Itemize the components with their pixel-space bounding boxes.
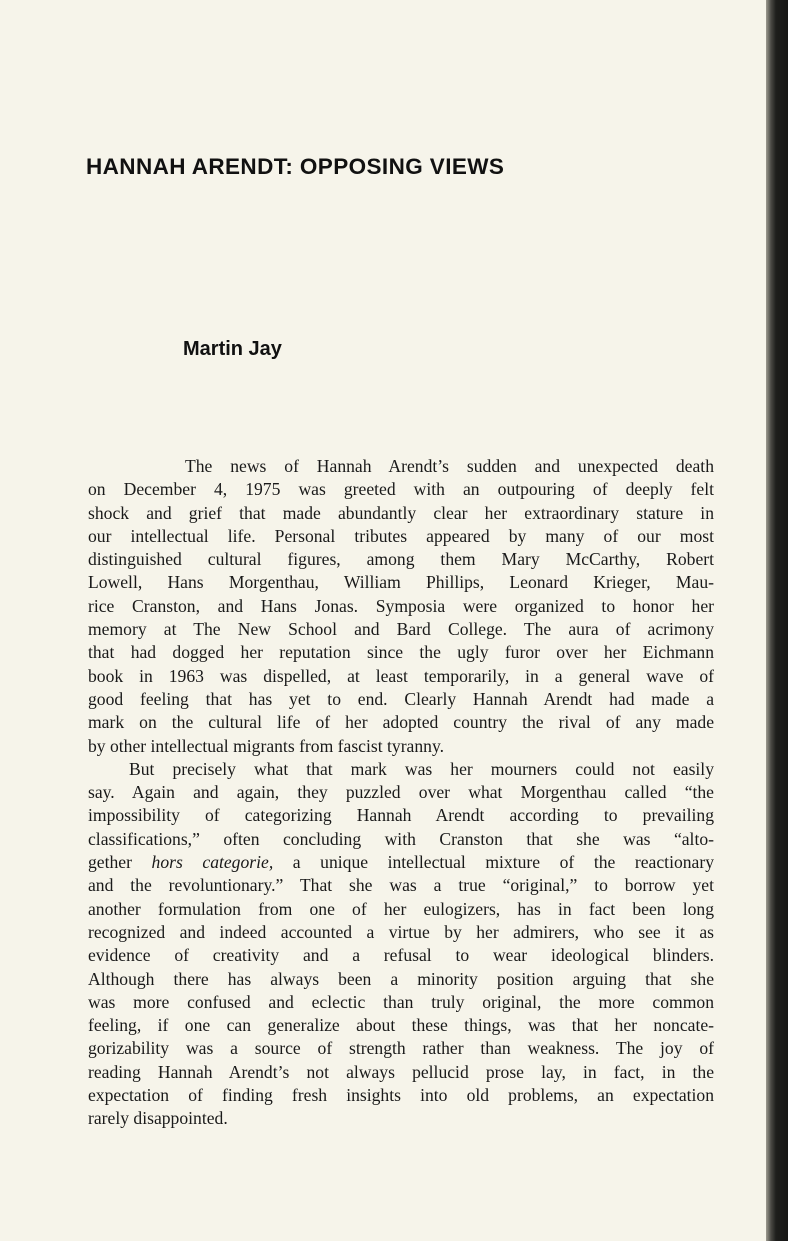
article-author: Martin Jay xyxy=(183,338,282,360)
paragraph xyxy=(88,758,714,1131)
text-line: gether hors categorie, a unique intellectual mixture of the reactionary xyxy=(88,852,715,873)
text-line: Although there has always been a minority position arguing that she xyxy=(88,968,714,989)
text-line: book in 1963 was dispelled, at least temporarily, in a general wave of xyxy=(88,665,714,686)
text-line: by other intellectual migrants from fascist tyranny. xyxy=(88,735,445,756)
text-line: was more confused and eclectic than truly original, the more common xyxy=(88,991,714,1012)
article-title: HANNAH ARENDT: OPPOSING VIEWS xyxy=(86,154,505,179)
text-line: that had dogged her reputation since the ugly furor over her Eichmann xyxy=(88,642,714,663)
text-line: feeling, if one can generalize about these things, was that her noncate- xyxy=(88,1015,714,1036)
article-body xyxy=(88,455,714,1131)
book-binding-shadow xyxy=(766,0,788,1241)
text-line: expectation of finding fresh insights into old problems, an expectation xyxy=(88,1085,714,1106)
text-line: say. Again and again, they puzzled over what Morgenthau called “the xyxy=(88,782,714,803)
text-line: distinguished cultural figures, among them Mary McCarthy, Robert xyxy=(88,549,714,570)
text-line: good feeling that has yet to end. Clearly Hannah Arendt had made a xyxy=(88,688,714,709)
text-line: recognized and indeed accounted a virtue by her admirers, who see it as xyxy=(88,921,714,942)
text-line: classifications,” often concluding with Cranston that she was “alto- xyxy=(88,828,714,849)
text-line: rarely disappointed. xyxy=(88,1108,228,1129)
text-line: rice Cranston, and Hans Jonas. Symposia were organized to honor her xyxy=(88,595,714,616)
text-line: shock and grief that made abundantly clear her extraordinary stature in xyxy=(88,502,714,523)
text-line: on December 4, 1975 was greeted with an outpouring of deeply felt xyxy=(88,479,714,500)
text-line: another formulation from one of her eulogizers, has in fact been long xyxy=(88,898,714,919)
text-line: evidence of creativity and a refusal to wear ideological blinders. xyxy=(88,945,714,966)
text-line: Lowell, Hans Morgenthau, William Phillips, Leonard Krieger, Mau- xyxy=(88,572,714,593)
text-line: impossibility of categorizing Hannah Arendt according to prevailing xyxy=(88,805,714,826)
text-line: But precisely what that mark was her mourners could not easily xyxy=(129,758,714,779)
text-line: memory at The New School and Bard College. The aura of acrimony xyxy=(88,619,714,640)
text-line: reading Hannah Arendt’s not always pellucid prose lay, in fact, in the xyxy=(88,1061,714,1082)
text-line: mark on the cultural life of her adopted country the rival of any made xyxy=(88,712,714,733)
paragraph xyxy=(88,455,714,758)
text-line: and the revoluntionary.” That she was a true “original,” to borrow yet xyxy=(88,875,714,896)
text-line: gorizability was a source of strength rather than weakness. The joy of xyxy=(88,1038,714,1059)
text-line: The news of Hannah Arendt’s sudden and unexpected death xyxy=(185,456,714,476)
text-line: our intellectual life. Personal tributes appeared by many of our most xyxy=(88,525,714,546)
